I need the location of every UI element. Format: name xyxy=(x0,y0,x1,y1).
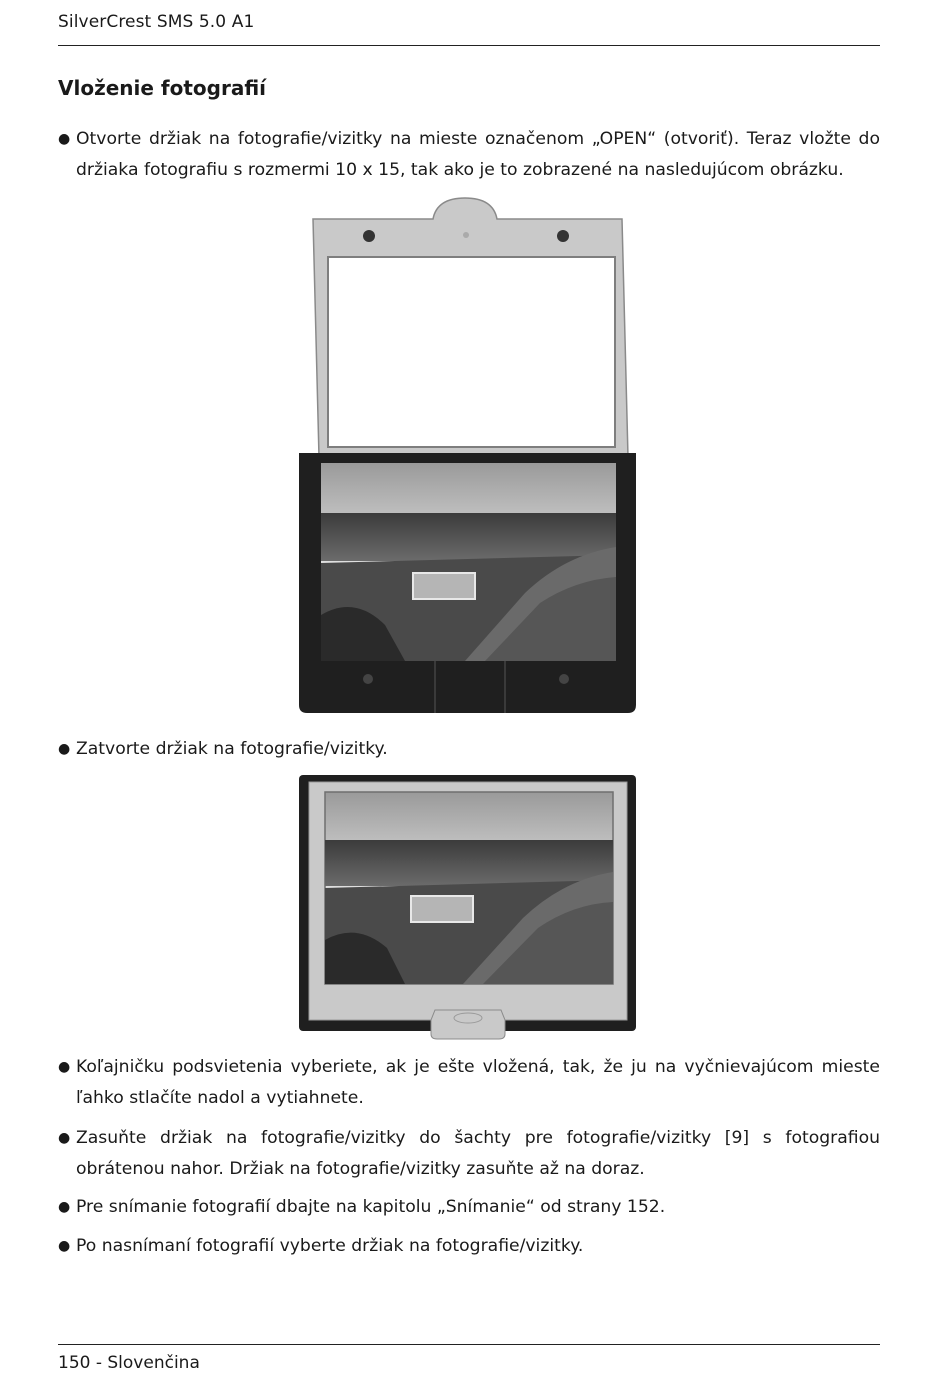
bullet-text: Zasuňte držiak na fotografie/vizitky do šachty pre fotografie/vizitky [9] s fotografiou obrátenou nahor. Držiak na fotografie/vizitky zasuňte až na doraz. xyxy=(76,1128,880,1179)
bullet-icon: ● xyxy=(58,1059,71,1075)
section-title: Vloženie fotografií xyxy=(58,76,266,100)
closed-holder-figure xyxy=(295,772,640,1040)
bullet-icon: ● xyxy=(58,1238,71,1254)
open-holder-figure xyxy=(295,195,640,717)
bullet-text: Po nasnímaní fotografií vyberte držiak na fotografie/vizitky. xyxy=(76,1236,584,1256)
bullet-item-insert-holder xyxy=(58,1123,880,1185)
footer-page-label: 150 - Slovenčina xyxy=(58,1353,200,1373)
bullet-item-close-holder xyxy=(58,734,880,765)
bullet-item-open-holder xyxy=(58,124,880,186)
header-title: SilverCrest SMS 5.0 A1 xyxy=(58,12,255,32)
bullet-text: Otvorte držiak na fotografie/vizitky na mieste označenom „OPEN“ (otvoriť). Teraz vložte do držiaka fotografiu s rozmermi 10 x 15, tak ako je to zobrazené na nasledujúcom obrázku. xyxy=(76,129,880,180)
bullet-icon: ● xyxy=(58,131,71,147)
bullet-text: Koľajničku podsvietenia vyberiete, ak je ešte vložená, tak, že ju na vyčnievajúcom mieste ľahko stlačíte nadol a vytiahnete. xyxy=(76,1057,880,1108)
bullet-icon: ● xyxy=(58,1199,71,1215)
page-footer xyxy=(58,1344,880,1373)
bullet-text: Pre snímanie fotografií dbajte na kapitolu „Snímanie“ od strany 152. xyxy=(76,1197,666,1217)
bullet-text: Zatvorte držiak na fotografie/vizitky. xyxy=(76,739,388,759)
bullet-icon: ● xyxy=(58,1130,71,1146)
bullet-item-remove-rail xyxy=(58,1052,880,1114)
page-header xyxy=(58,12,880,46)
bullet-item-scanning xyxy=(58,1192,880,1223)
bullet-item-remove-holder xyxy=(58,1231,880,1262)
bullet-icon: ● xyxy=(58,741,71,757)
